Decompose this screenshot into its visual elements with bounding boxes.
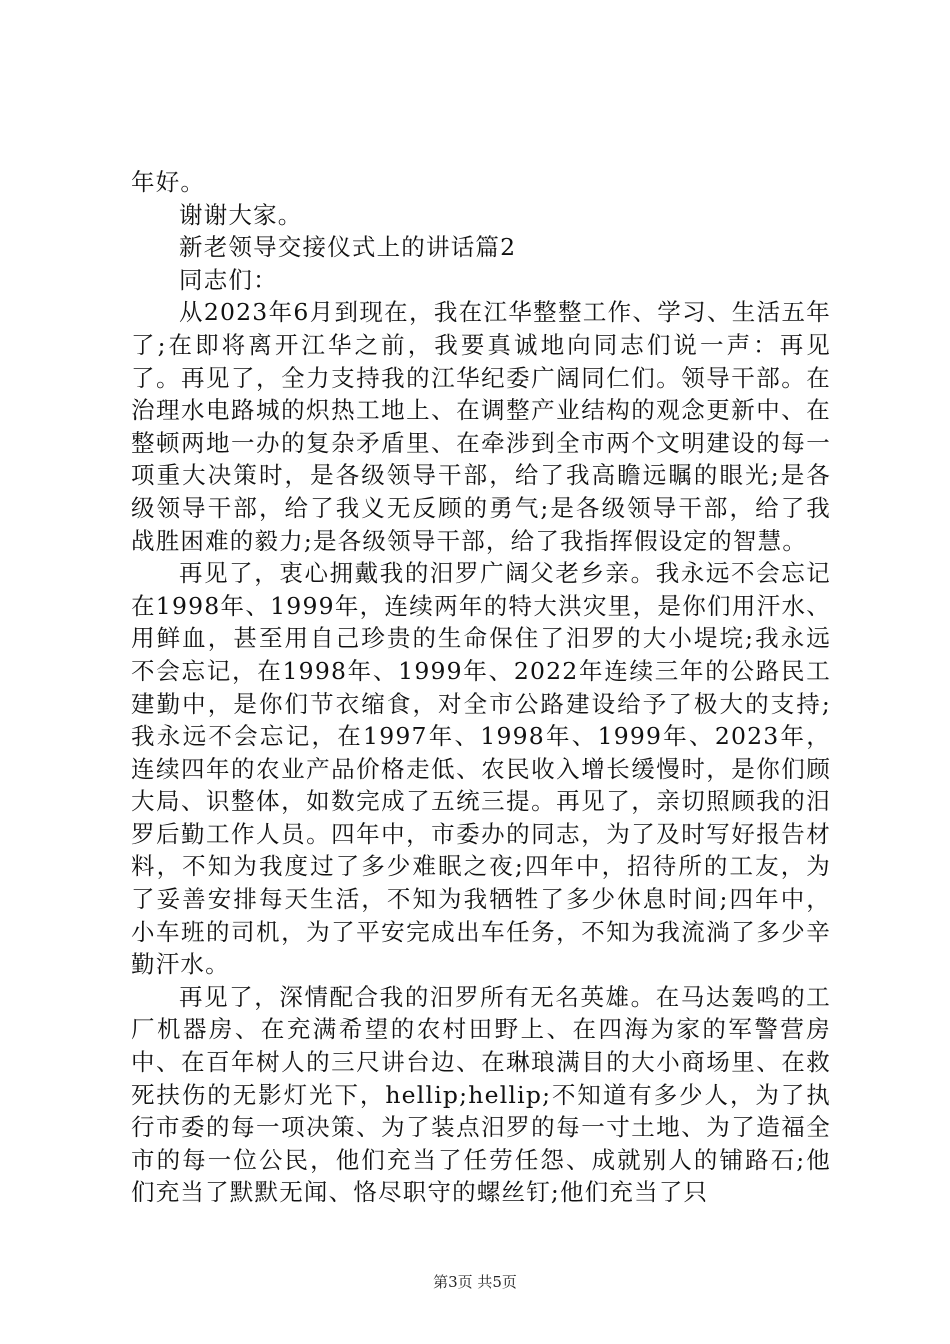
section-heading: 新老领导交接仪式上的讲话篇2 xyxy=(179,233,517,262)
paragraph-thanks: 谢谢大家。 xyxy=(179,200,303,229)
page-footer xyxy=(0,1272,950,1292)
paragraph-closing-fragment: 年好。 xyxy=(131,168,206,196)
paragraph-farewell-villagers: 再见了，衷心拥戴我的汨罗广阔父老乡亲。我永远不会忘记在1998年、1999年，连续两年的特大洪灾里，是你们用汗水、用鲜血，甚至用自己珍贵的生命保住了汨罗的大小堤垸;我永远不会忘记，在1998年、1999年、2022年连续三年的公路民工建勤中，是你们节衣缩食，对全市公路建设给予了极大的支持;我永远不会忘记，在1997年、1998年、1999年、2023年，连续四年的农业产品价格走低、农民收入增长缓慢时，是你们顾大局、识整体，如数完成了五统三提。再见了，亲切照顾我的汨罗后勤工作人员。四年中，市委办的同志，为了及时写好报告材料，不知为我度过了多少难眠之夜;四年中，招待所的工友，为了妥善安排每天生活，不知为我牺牲了多少休息时间;四年中，小车班的司机，为了平安完成出车任务，不知为我流淌了多少辛勤汗水。 xyxy=(131,559,831,979)
paragraph-salutation: 同志们： xyxy=(179,265,278,294)
paragraph-farewell-heroes: 再见了，深情配合我的汨罗所有无名英雄。在马达轰鸣的工厂机器房、在充满希望的农村田野上、在四海为家的军警营房中、在百年树人的三尺讲台边、在琳琅满目的大小商场里、在救死扶伤的无影灯光下，hellip;hellip;不知道有多少人，为了执行市委的每一项决策、为了装点汨罗的每一寸土地、为了造福全市的每一位公民，他们充当了任劳任怨、成就别人的铺路石;他们充当了默默无闻、恪尽职守的螺丝钉;他们充当了只 xyxy=(131,982,831,1207)
paragraph-farewell-colleagues: 从2023年6月到现在，我在江华整整工作、学习、生活五年了;在即将离开江华之前，我要真诚地向同志们说一声：再见了。再见了，全力支持我的江华纪委广阔同仁们。领导干部。在治理水电路城的炽热工地上、在调整产业结构的观念更新中、在整顿两地一办的复杂矛盾里、在牵涉到全市两个文明建设的每一项重大决策时，是各级领导干部，给了我高瞻远瞩的眼光;是各级领导干部，给了我义无反顾的勇气;是各级领导干部，给了我战胜困难的毅力;是各级领导干部，给了我指挥假设定的智慧。 xyxy=(131,298,831,555)
page-number-label: 第3页 共5页 xyxy=(433,1273,517,1291)
document-body xyxy=(131,166,831,1209)
